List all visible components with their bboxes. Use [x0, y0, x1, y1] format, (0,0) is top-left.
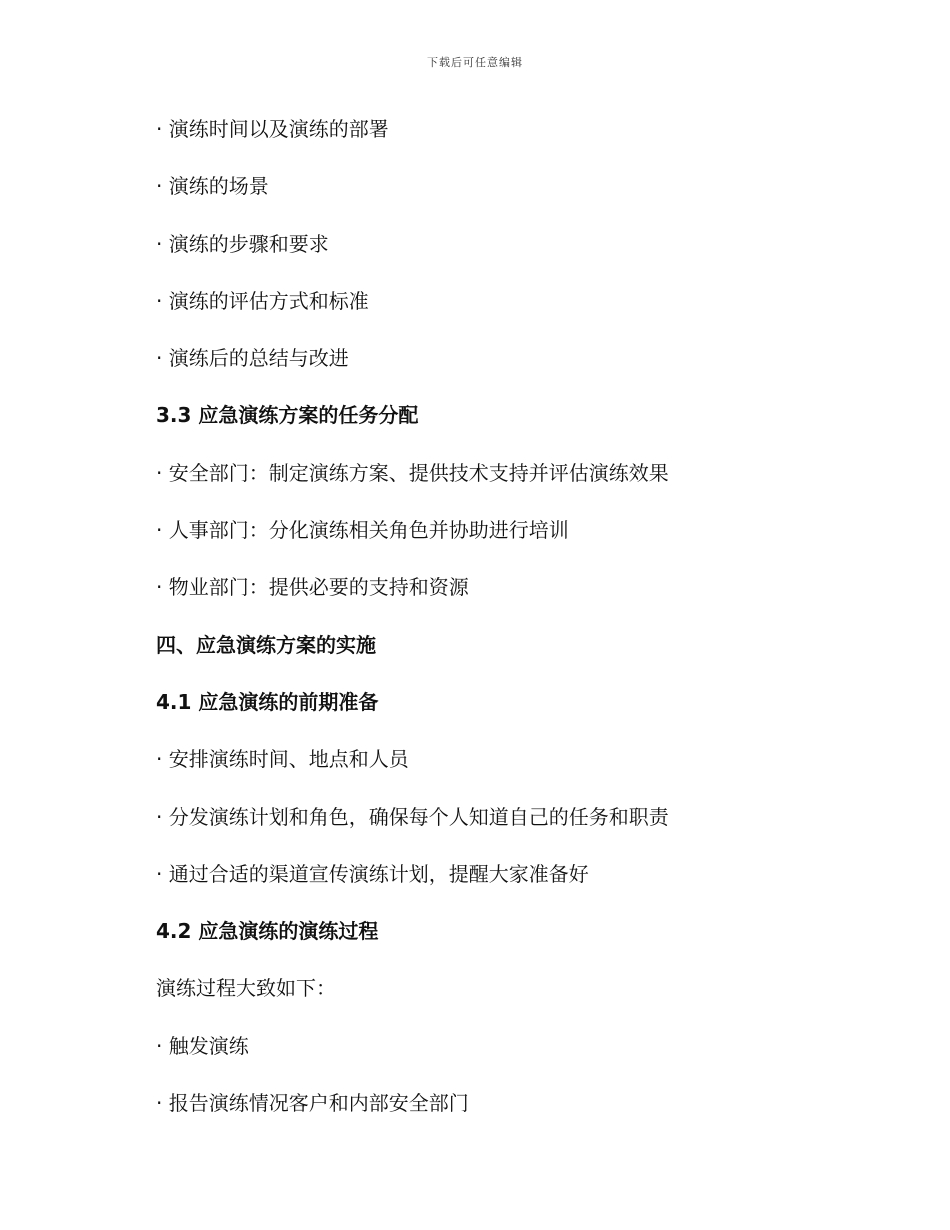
- bullet-item: · 触发演练: [156, 1033, 249, 1058]
- chapter-heading: 四、应急演练方案的实施: [156, 632, 376, 657]
- bullet-item: · 人事部门：分化演练相关角色并协助进行培训: [156, 518, 569, 543]
- document-body: [156, 114, 856, 1145]
- bullet-item: · 通过合适的渠道宣传演练计划，提醒大家准备好: [156, 861, 589, 886]
- bullet-item: · 演练后的总结与改进: [156, 346, 349, 371]
- bullet-item: · 演练的评估方式和标准: [156, 288, 369, 313]
- paragraph-text: 演练过程大致如下：: [156, 976, 336, 1001]
- bullet-item: · 分发演练计划和角色，确保每个人知道自己的任务和职责: [156, 804, 669, 829]
- bullet-item: · 安排演练时间、地点和人员: [156, 747, 409, 772]
- bullet-item: · 演练时间以及演练的部署: [156, 117, 389, 141]
- section-heading: 4.1 应急演练的前期准备: [156, 689, 379, 714]
- bullet-item: · 安全部门：制定演练方案、提供技术支持并评估演练效果: [156, 460, 669, 485]
- bullet-item: · 演练的步骤和要求: [156, 231, 329, 256]
- bullet-item: · 报告演练情况客户和内部安全部门: [156, 1091, 469, 1116]
- page-header: 下载后可任意编辑: [427, 56, 523, 69]
- bullet-item: · 物业部门：提供必要的支持和资源: [156, 575, 469, 600]
- section-heading: 4.2 应急演练的演练过程: [156, 919, 379, 944]
- bullet-item: · 演练的场景: [156, 174, 269, 199]
- section-heading: 3.3 应急演练方案的任务分配: [156, 403, 419, 428]
